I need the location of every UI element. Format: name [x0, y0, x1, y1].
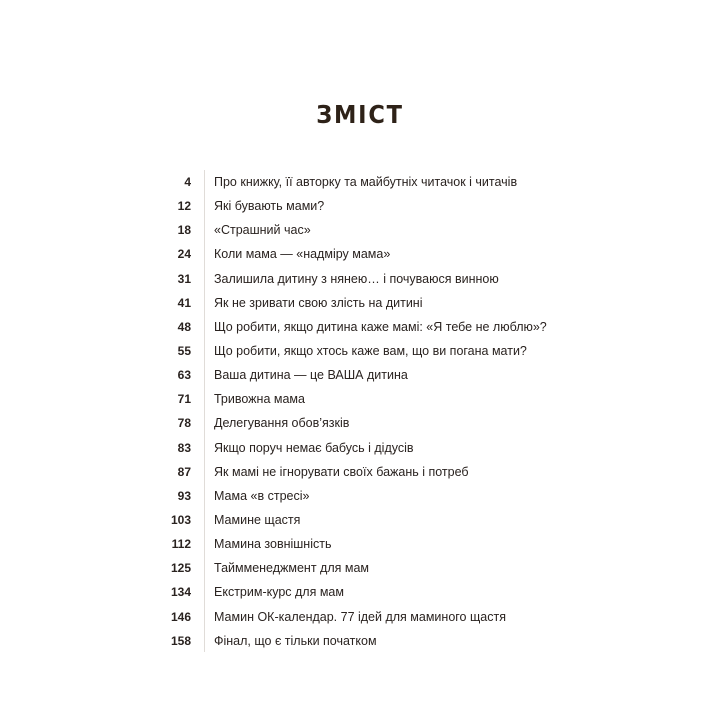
toc-page-number: 18 — [177, 223, 191, 238]
table-of-contents — [160, 170, 580, 653]
toc-entry — [160, 291, 580, 315]
toc-page-number: 12 — [177, 199, 191, 214]
toc-page-number: 71 — [177, 392, 191, 407]
toc-entry-title: Якщо поруч немає бабусь і дідусів — [214, 440, 414, 455]
toc-entry — [160, 363, 580, 387]
toc-entry — [160, 629, 580, 653]
toc-entry-title: Про книжку, її авторку та майбутніх читачок і читачів — [214, 175, 518, 190]
toc-entry-title: Залишила дитину з нянею… і почуваюся винною — [214, 271, 499, 286]
toc-entry — [160, 605, 580, 629]
toc-page-number: 55 — [177, 344, 191, 359]
toc-entry — [160, 387, 580, 411]
toc-entry — [160, 556, 580, 580]
toc-page-number: 158 — [170, 633, 191, 648]
toc-entry-title: Екстрим-курс для мам — [214, 585, 344, 600]
toc-entry-title: Що робити, якщо дитина каже мамі: «Я тебе не люблю»? — [214, 319, 547, 334]
toc-entry-title: Як не зривати свою злість на дитині — [214, 295, 423, 310]
toc-entry — [160, 580, 580, 604]
toc-entry-title: Тривожна мама — [214, 392, 305, 407]
toc-entry — [160, 460, 580, 484]
toc-page-number: 24 — [177, 247, 191, 262]
toc-entry-title: Мама «в стресі» — [214, 488, 310, 503]
toc-page-number: 134 — [170, 585, 191, 600]
toc-entry-title: Таймменеджмент для мам — [214, 561, 369, 576]
toc-entry-title: Які бувають мами? — [214, 199, 325, 214]
toc-entry — [160, 508, 580, 532]
toc-page-number: 48 — [177, 319, 191, 334]
toc-page-number: 63 — [177, 368, 191, 383]
toc-page-number: 146 — [170, 609, 191, 624]
toc-entry — [160, 532, 580, 556]
toc-page-number: 93 — [177, 488, 191, 503]
toc-entry-title: Ваша дитина — це ВАША дитина — [214, 368, 408, 383]
toc-entry — [160, 242, 580, 266]
toc-entry-title: Делегування обов’язків — [214, 416, 350, 431]
toc-page-number: 103 — [170, 513, 191, 528]
toc-page-number: 31 — [177, 271, 191, 286]
toc-entry-title: Фінал, що є тільки початком — [214, 633, 377, 648]
toc-page-number: 78 — [177, 416, 191, 431]
toc-entry — [160, 339, 580, 363]
toc-page-number: 87 — [177, 464, 191, 479]
toc-entry — [160, 315, 580, 339]
toc-entry-title: Що робити, якщо хтось каже вам, що ви погана мати? — [214, 344, 527, 359]
page-title: ЗМІСТ — [316, 100, 404, 129]
toc-page-number: 125 — [170, 561, 191, 576]
toc-entry-title: Мамин ОК-календар. 77 ідей для маминого щастя — [214, 609, 506, 624]
toc-page-number: 4 — [184, 175, 191, 190]
toc-entry-title: Як мамі не ігнорувати своїх бажань і потреб — [214, 464, 469, 479]
toc-page-number: 112 — [171, 537, 191, 552]
toc-entry-title: «Страшний час» — [214, 223, 311, 238]
toc-entry — [160, 194, 580, 218]
toc-entry — [160, 170, 580, 194]
toc-entry-title: Мамине щастя — [214, 513, 301, 528]
toc-entry — [160, 267, 580, 291]
toc-page-number: 83 — [177, 440, 191, 455]
toc-entry-title: Мамина зовнішність — [214, 537, 332, 552]
toc-entry — [160, 484, 580, 508]
toc-entry — [160, 411, 580, 435]
toc-entry — [160, 436, 580, 460]
toc-entry — [160, 218, 580, 242]
toc-page-number: 41 — [177, 295, 191, 310]
toc-entry-title: Коли мама — «надміру мама» — [214, 247, 391, 262]
